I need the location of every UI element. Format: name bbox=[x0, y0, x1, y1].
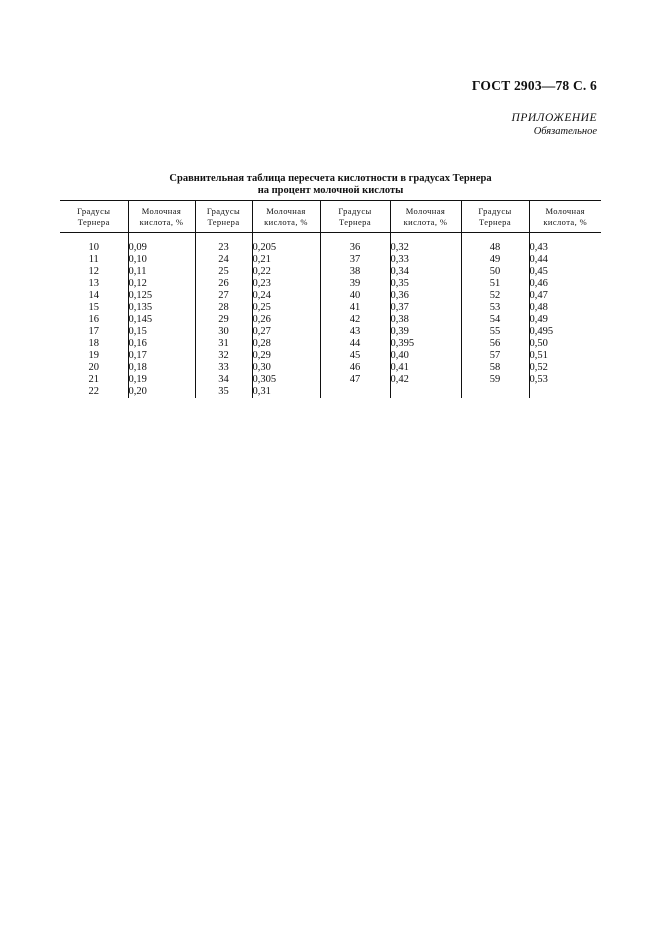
turner-degrees-cell: 33 bbox=[195, 362, 252, 374]
table-row bbox=[60, 362, 601, 374]
turner-degrees-cell: 28 bbox=[195, 302, 252, 314]
lactic-acid-cell: 0,15 bbox=[128, 326, 195, 338]
turner-degrees-cell: 30 bbox=[195, 326, 252, 338]
lactic-acid-cell: 0,27 bbox=[252, 326, 320, 338]
table-title-line-1: Сравнительная таблица пересчета кислотности в градусах Тернера bbox=[169, 173, 492, 184]
lactic-acid-cell: 0,26 bbox=[252, 314, 320, 326]
lactic-acid-cell: 0,21 bbox=[252, 254, 320, 266]
lactic-acid-cell: 0,30 bbox=[252, 362, 320, 374]
lactic-acid-cell: 0,19 bbox=[128, 374, 195, 386]
turner-degrees-cell: 55 bbox=[461, 326, 529, 338]
turner-degrees-cell: 57 bbox=[461, 350, 529, 362]
table-header-row bbox=[60, 201, 601, 233]
header-turner-degrees: Градусы Тернера bbox=[60, 201, 128, 233]
table-cell bbox=[128, 233, 195, 243]
lactic-acid-cell: 0,18 bbox=[128, 362, 195, 374]
table-row bbox=[60, 302, 601, 314]
turner-degrees-cell: 41 bbox=[320, 302, 390, 314]
header-turner-degrees: Градусы Тернера bbox=[195, 201, 252, 233]
appendix-block bbox=[512, 112, 597, 138]
lactic-acid-cell: 0,39 bbox=[390, 326, 461, 338]
turner-degrees-cell: 19 bbox=[60, 350, 128, 362]
lactic-acid-cell: 0,28 bbox=[252, 338, 320, 350]
lactic-acid-cell: 0,48 bbox=[529, 302, 548, 313]
turner-degrees-cell: 35 bbox=[195, 386, 252, 398]
lactic-acid-cell: 0,44 bbox=[529, 254, 548, 265]
lactic-acid-cell: 0,34 bbox=[390, 266, 461, 278]
lactic-acid-cell: 0,31 bbox=[252, 386, 320, 398]
lactic-acid-cell: 0,23 bbox=[252, 278, 320, 290]
turner-degrees-cell: 36 bbox=[320, 242, 390, 254]
turner-degrees-cell: 46 bbox=[320, 362, 390, 374]
turner-degrees-cell: 42 bbox=[320, 314, 390, 326]
table-row bbox=[60, 338, 601, 350]
table-row bbox=[60, 266, 601, 278]
appendix-status: Обязательное bbox=[533, 126, 597, 137]
turner-degrees-cell: 37 bbox=[320, 254, 390, 266]
table-row bbox=[60, 326, 601, 338]
lactic-acid-cell: 0,49 bbox=[529, 314, 548, 325]
header-lactic-acid: Молочная кислота, % bbox=[390, 201, 461, 233]
turner-degrees-cell bbox=[320, 386, 390, 398]
lactic-acid-cell: 0,40 bbox=[390, 350, 461, 362]
table-caption bbox=[0, 173, 661, 197]
turner-degrees-cell: 47 bbox=[320, 374, 390, 386]
lactic-acid-cell: 0,305 bbox=[252, 374, 320, 386]
turner-degrees-cell: 27 bbox=[195, 290, 252, 302]
lactic-acid-cell: 0,17 bbox=[128, 350, 195, 362]
table-title-line-2: на процент молочной кислоты bbox=[257, 185, 404, 196]
lactic-acid-cell bbox=[529, 386, 601, 398]
table-cell bbox=[320, 233, 390, 243]
lactic-acid-cell: 0,32 bbox=[390, 242, 461, 254]
lactic-acid-cell: 0,38 bbox=[390, 314, 461, 326]
table-cell bbox=[60, 233, 128, 243]
table-body bbox=[60, 233, 601, 399]
table-cell bbox=[529, 233, 601, 243]
lactic-acid-cell: 0,11 bbox=[128, 266, 195, 278]
turner-degrees-cell: 18 bbox=[60, 338, 128, 350]
turner-degrees-cell: 29 bbox=[195, 314, 252, 326]
table-cell bbox=[195, 233, 252, 243]
table-row bbox=[60, 254, 601, 266]
turner-degrees-cell: 39 bbox=[320, 278, 390, 290]
turner-degrees-cell: 49 bbox=[461, 254, 529, 266]
lactic-acid-cell: 0,22 bbox=[252, 266, 320, 278]
turner-degrees-cell: 12 bbox=[60, 266, 128, 278]
turner-degrees-cell: 58 bbox=[461, 362, 529, 374]
turner-degrees-cell: 31 bbox=[195, 338, 252, 350]
turner-degrees-cell: 51 bbox=[461, 278, 529, 290]
header-lactic-acid: Молочная кислота, % bbox=[128, 201, 195, 233]
turner-degrees-cell: 32 bbox=[195, 350, 252, 362]
lactic-acid-cell: 0,495 bbox=[529, 326, 554, 337]
turner-degrees-cell: 45 bbox=[320, 350, 390, 362]
turner-degrees-cell: 50 bbox=[461, 266, 529, 278]
lactic-acid-cell: 0,09 bbox=[128, 242, 195, 254]
lactic-acid-cell: 0,35 bbox=[390, 278, 461, 290]
turner-degrees-cell: 43 bbox=[320, 326, 390, 338]
lactic-acid-cell: 0,395 bbox=[390, 338, 461, 350]
turner-degrees-cell: 38 bbox=[320, 266, 390, 278]
turner-degrees-cell: 56 bbox=[461, 338, 529, 350]
turner-degrees-cell: 22 bbox=[60, 386, 128, 398]
lactic-acid-cell: 0,47 bbox=[529, 290, 548, 301]
lactic-acid-cell: 0,41 bbox=[390, 362, 461, 374]
lactic-acid-cell: 0,125 bbox=[128, 290, 195, 302]
header-turner-degrees: Градусы Тернера bbox=[461, 201, 529, 233]
lactic-acid-cell: 0,10 bbox=[128, 254, 195, 266]
table-cell bbox=[461, 233, 529, 243]
turner-degrees-cell: 59 bbox=[461, 374, 529, 386]
table-cell bbox=[252, 233, 320, 243]
turner-degrees-cell: 15 bbox=[60, 302, 128, 314]
lactic-acid-cell: 0,51 bbox=[529, 350, 548, 361]
lactic-acid-cell: 0,46 bbox=[529, 278, 548, 289]
turner-degrees-cell: 34 bbox=[195, 374, 252, 386]
turner-degrees-cell bbox=[461, 386, 529, 398]
lactic-acid-cell: 0,145 bbox=[128, 314, 195, 326]
document-code: ГОСТ 2903—78 С. 6 bbox=[471, 78, 597, 93]
header-lactic-acid: Молочная кислота, % bbox=[529, 201, 601, 233]
header-lactic-acid: Молочная кислота, % bbox=[252, 201, 320, 233]
lactic-acid-cell: 0,45 bbox=[529, 266, 548, 277]
lactic-acid-cell: 0,205 bbox=[252, 242, 320, 254]
lactic-acid-cell: 0,29 bbox=[252, 350, 320, 362]
lactic-acid-cell: 0,36 bbox=[390, 290, 461, 302]
turner-degrees-cell: 20 bbox=[60, 362, 128, 374]
table-row bbox=[60, 374, 601, 386]
lactic-acid-cell: 0,50 bbox=[529, 338, 548, 349]
lactic-acid-cell: 0,53 bbox=[529, 374, 548, 385]
lactic-acid-cell: 0,52 bbox=[529, 362, 548, 373]
conversion-table bbox=[60, 200, 601, 398]
turner-degrees-cell: 26 bbox=[195, 278, 252, 290]
turner-degrees-cell: 52 bbox=[461, 290, 529, 302]
turner-degrees-cell: 40 bbox=[320, 290, 390, 302]
lactic-acid-cell: 0,16 bbox=[128, 338, 195, 350]
turner-degrees-cell: 23 bbox=[195, 242, 252, 254]
turner-degrees-cell: 13 bbox=[60, 278, 128, 290]
turner-degrees-cell: 10 bbox=[60, 242, 128, 254]
table-row bbox=[60, 242, 601, 254]
lactic-acid-cell: 0,42 bbox=[390, 374, 461, 386]
lactic-acid-cell: 0,24 bbox=[252, 290, 320, 302]
turner-degrees-cell: 53 bbox=[461, 302, 529, 314]
turner-degrees-cell: 14 bbox=[60, 290, 128, 302]
turner-degrees-cell: 17 bbox=[60, 326, 128, 338]
lactic-acid-cell: 0,43 bbox=[529, 242, 548, 253]
turner-degrees-cell: 44 bbox=[320, 338, 390, 350]
lactic-acid-cell: 0,33 bbox=[390, 254, 461, 266]
table-row bbox=[60, 386, 601, 398]
lactic-acid-cell bbox=[390, 386, 461, 398]
table-row bbox=[60, 278, 601, 290]
turner-degrees-cell: 11 bbox=[60, 254, 128, 266]
lactic-acid-cell: 0,135 bbox=[128, 302, 195, 314]
turner-degrees-cell: 16 bbox=[60, 314, 128, 326]
header-turner-degrees: Градусы Тернера bbox=[320, 201, 390, 233]
table-row bbox=[60, 314, 601, 326]
table-row bbox=[60, 290, 601, 302]
table-cell bbox=[390, 233, 461, 243]
turner-degrees-cell: 25 bbox=[195, 266, 252, 278]
table-row bbox=[60, 350, 601, 362]
turner-degrees-cell: 54 bbox=[461, 314, 529, 326]
lactic-acid-cell: 0,25 bbox=[252, 302, 320, 314]
table-spacer-row bbox=[60, 233, 601, 243]
turner-degrees-cell: 48 bbox=[461, 242, 529, 254]
turner-degrees-cell: 24 bbox=[195, 254, 252, 266]
lactic-acid-cell: 0,12 bbox=[128, 278, 195, 290]
lactic-acid-cell: 0,20 bbox=[128, 386, 195, 398]
turner-degrees-cell: 21 bbox=[60, 374, 128, 386]
appendix-label: ПРИЛОЖЕНИЕ bbox=[511, 112, 597, 124]
lactic-acid-cell: 0,37 bbox=[390, 302, 461, 314]
